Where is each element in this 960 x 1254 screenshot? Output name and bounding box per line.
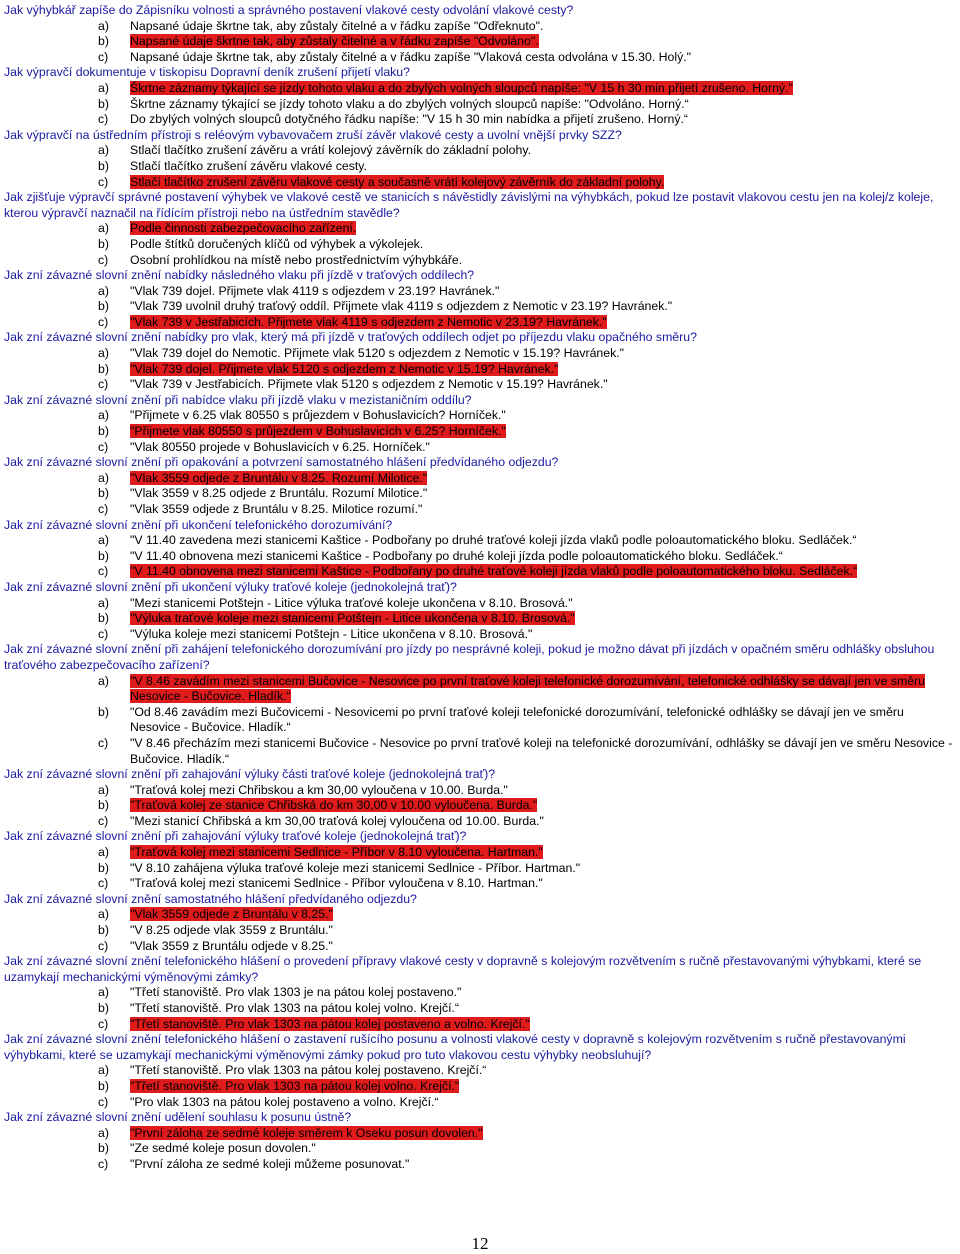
answer-option bbox=[4, 783, 956, 799]
answer-option bbox=[4, 907, 956, 923]
answer-text: "Třetí stanoviště. Pro vlak 1303 na pátou kolej volno. Krejčí.“ bbox=[130, 1001, 460, 1015]
answer-option bbox=[4, 315, 956, 331]
answer-label: c) bbox=[98, 252, 109, 267]
answer-label: b) bbox=[98, 923, 109, 938]
answer-option bbox=[4, 19, 956, 35]
answer-text: "Třetí stanoviště. Pro vlak 1303 je na pátou kolej postaveno." bbox=[130, 985, 462, 1000]
answer-text: Napsané údaje škrtne tak, aby zůstaly čitelné a v řádku zapíše "Odřeknuto". bbox=[130, 18, 544, 33]
answer-option bbox=[4, 1095, 956, 1111]
question-text: Jak zní závazné slovní znění telefonického hlášení o zastavení rušícího posunu a volnosti vlakové cesty v dopravně s kolejovým rozvětvením s ručně přestavovanými výhybkami, které se uzamykají mechanickými výměnovými zámky pokud pro tuto vlakovou cestu výhybky neobsluhují? bbox=[4, 1032, 906, 1062]
answer-option bbox=[4, 845, 956, 861]
answer-text: Stlačí tlačítko zrušení závěru vlakové cesty. bbox=[130, 158, 367, 173]
answer-option bbox=[4, 112, 956, 128]
answer-option bbox=[4, 253, 956, 269]
answer-label: a) bbox=[98, 346, 109, 361]
answer-option bbox=[4, 1141, 956, 1157]
answer-option bbox=[4, 627, 956, 643]
answer-text-correct: "Výluka traťové koleje mezi stanicemi Potštejn - Litice ukončena v 8.10. Brosová." bbox=[130, 611, 575, 626]
answer-label: c) bbox=[98, 813, 109, 828]
answer-label: a) bbox=[98, 221, 109, 236]
answer-text-correct: "Přijmete vlak 80550 s průjezdem v Bohuslavicích v 6.25? Horníček." bbox=[130, 424, 506, 439]
answer-label: a) bbox=[98, 143, 109, 158]
answer-option bbox=[4, 346, 956, 362]
answer-text: "Vlak 739 dojel do Nemotic. Přijmete vlak 5120 s odjezdem z Nemotic v 15.19? Havránek." bbox=[130, 346, 625, 361]
answer-option bbox=[4, 923, 956, 939]
answer-option bbox=[4, 299, 956, 315]
answer-label: b) bbox=[98, 361, 109, 376]
answer-text: "V 11.40 zavedena mezi stanicemi Kaštice - Podbořany po druhé traťové koleji jízda vlaků podle poloautomatického bloku. Sedláček.“ bbox=[130, 533, 857, 548]
answer-text-correct: "Třetí stanoviště. Pro vlak 1303 na pátou kolej postaveno a volno. Krejčí." bbox=[130, 1016, 530, 1031]
answer-option bbox=[4, 159, 956, 175]
answer-option bbox=[4, 705, 956, 736]
answer-text: "Vlak 3559 z Bruntálu odjede v 8.25." bbox=[130, 938, 333, 953]
answer-text-correct: "První záloha ze sedmé koleje směrem k Oseku posun dovolen." bbox=[130, 1125, 483, 1140]
question-text: Jak zjišťuje výpravčí správné postavení výhybek ve vlakové cestě ve stanicích s návěstidly závislými na výhybkách, pokud lze postavit vlakovou cestu jen na kolej/z koleje, kterou výpravčí naznačil na řídícím přístroji nebo na ústředním stavědle? bbox=[4, 190, 934, 220]
answer-label: a) bbox=[98, 595, 109, 610]
answer-label: c) bbox=[98, 49, 109, 64]
answer-text: "V 11.40 obnovena mezi stanicemi Kaštice - Podbořany po druhé koleji jízda podle poloautomatického bloku. Sedláček.“ bbox=[130, 548, 783, 563]
question-text: Jak zní závazné slovní znění při zahajování výluky části traťové koleje (jednokolejná trať)? bbox=[4, 767, 496, 782]
document-page bbox=[4, 3, 956, 1173]
answer-text: "V 8.46 přecházím mezi stanicemi Bučovice - Nesovice po první traťové koleji na telefonické dorozumívání, odhlášky se dávají jen ve směru Nesovice - Bučovice. Hladík.“ bbox=[130, 735, 953, 766]
answer-text: "Ze sedmé koleje posun dovolen." bbox=[130, 1141, 316, 1156]
question-text: Jak zní závazné slovní znění telefonického hlášení o provedení přípravy vlakové cesty v dopravně s kolejovým rozvětvením s ručně přestavovanými výhybkami, které se uzamykají mechanickými výměnovými zámky? bbox=[4, 954, 922, 984]
answer-text: "Vlak 739 v Jestřabicích. Přijmete vlak 5120 s odjezdem z Nemotic v 15.19? Havránek." bbox=[130, 377, 608, 392]
answer-label: a) bbox=[98, 283, 109, 298]
question-text: Jak zní závazné slovní znění udělení souhlasu k posunu ústně? bbox=[4, 1110, 352, 1125]
answer-option bbox=[4, 362, 956, 378]
question-text: Jak výpravčí na ústředním přístroji s reléovým vybavovačem zruší závěr vlakové cesty a uvolní vnější prvky SZZ? bbox=[4, 127, 622, 142]
answer-label: a) bbox=[98, 533, 109, 548]
answer-text: "Vlak 3559 v 8.25 odjede z Bruntálu. Rozumí Milotice." bbox=[130, 486, 428, 501]
answer-label: a) bbox=[98, 985, 109, 1000]
answer-option bbox=[4, 1079, 956, 1095]
answer-option bbox=[4, 533, 956, 549]
answer-label: c) bbox=[98, 938, 109, 953]
answer-option bbox=[4, 674, 956, 705]
question-text: Jak zní závazné slovní znění při opakování a potvrzení samostatného hlášení předvídaného odjezdu? bbox=[4, 455, 559, 470]
page-number: 12 bbox=[471, 1234, 489, 1253]
answer-label: b) bbox=[98, 860, 109, 875]
answer-text-correct: Napsané údaje škrtne tak, aby zůstaly čitelné a v řádku zapíše "Odvoláno". bbox=[130, 34, 539, 49]
answer-text-correct: "Vlak 3559 odjede z Bruntálu v 8.25." bbox=[130, 907, 333, 922]
answer-option bbox=[4, 564, 956, 580]
answer-text: Do zbylých volných sloupců dotyčného řádku napíše: "V 15 h 30 min nabídka a přijetí zrušeno. Horný.“ bbox=[130, 112, 689, 127]
answer-label: b) bbox=[98, 704, 109, 719]
answer-label: b) bbox=[98, 236, 109, 251]
answer-label: b) bbox=[98, 1078, 109, 1093]
answer-text-correct: "Třetí stanoviště. Pro vlak 1303 na pátou kolej volno. Krejčí." bbox=[130, 1078, 460, 1093]
answer-label: c) bbox=[98, 174, 109, 189]
answer-text: "První záloha ze sedmé koleji můžeme posunovat." bbox=[130, 1156, 410, 1171]
question-text: Jak výhybkář zapíše do Zápisníku volnosti a správného postavení vlakové cesty odvolání vlakové cesty? bbox=[4, 3, 574, 17]
answer-text: "Traťová kolej mezi stanicemi Sedlnice - Příbor vyloučena v 8.10. Hartman." bbox=[130, 876, 543, 891]
answer-label: b) bbox=[98, 96, 109, 111]
answer-label: b) bbox=[98, 424, 109, 439]
answer-label: c) bbox=[98, 1156, 109, 1171]
answer-label: b) bbox=[98, 548, 109, 563]
answer-text: "V 8.10 zahájena výluka traťové koleje mezi stanicemi Sedlnice - Příbor. Hartman." bbox=[130, 860, 581, 875]
answer-label: b) bbox=[98, 1141, 109, 1156]
answer-label: c) bbox=[98, 439, 109, 454]
answer-label: a) bbox=[98, 408, 109, 423]
answer-text-correct: "Traťová kolej mezi stanicemi Sedlnice - Příbor v 8.10 vyloučena. Hartman." bbox=[130, 845, 543, 860]
question-text: Jak zní závazné slovní znění nabídky pro vlak, který má při jízdě v traťových oddílech odjet po příjezdu vlaku opačného směru? bbox=[4, 330, 697, 345]
answer-text: "Vlak 3559 odjede z Bruntálu v 8.25. Milotice rozumí." bbox=[130, 502, 423, 516]
answer-text-correct: Škrtne záznamy týkající se jízdy tohoto vlaku a do zbylých volných sloupců napíše: "V 15 h 30 min přijetí zrušeno. Horný." bbox=[130, 80, 793, 95]
answer-option bbox=[4, 143, 956, 159]
answer-label: b) bbox=[98, 34, 109, 49]
answer-option bbox=[4, 377, 956, 393]
question-text: Jak zní závazné slovní znění samostatného hlášení předvídaného odjezdu? bbox=[4, 891, 417, 906]
answer-option bbox=[4, 440, 956, 456]
answer-option bbox=[4, 471, 956, 487]
answer-text-correct: "Vlak 739 v Jestřabicích. Přijmete vlak 4119 s odjezdem z Nemotic v 23.19? Havránek." bbox=[130, 314, 607, 329]
answer-text: "Mezi stanicí Chřibská a km 30,00 traťová kolej vyloučena od 10.00. Burda." bbox=[130, 813, 544, 828]
answer-option bbox=[4, 237, 956, 253]
question-text: Jak zní závazné slovní znění při zahajování výluky traťové koleje (jednokolejná trať)? bbox=[4, 829, 467, 844]
answer-label: a) bbox=[98, 907, 109, 922]
answer-label: a) bbox=[98, 1125, 109, 1140]
answer-label: a) bbox=[98, 782, 109, 797]
question-text: Jak zní závazné slovní znění při nabídce vlaku při jízdě vlaku v mezistaničním oddílu? bbox=[4, 392, 472, 407]
answer-label: a) bbox=[98, 470, 109, 485]
answer-label: a) bbox=[98, 80, 109, 95]
answer-option bbox=[4, 1126, 956, 1142]
answer-option bbox=[4, 97, 956, 113]
answer-label: c) bbox=[98, 1094, 109, 1109]
answer-option bbox=[4, 814, 956, 830]
answer-option bbox=[4, 876, 956, 892]
answer-option bbox=[4, 502, 956, 518]
answer-label: c) bbox=[98, 564, 109, 579]
answer-text: "Pro vlak 1303 na pátou kolej postaveno a volno. Krejčí.“ bbox=[130, 1094, 439, 1109]
answer-text: "Vlak 739 dojel. Přijmete vlak 4119 s odjezdem v 23.19? Havránek." bbox=[130, 283, 500, 298]
answer-label: c) bbox=[98, 314, 109, 329]
answer-label: a) bbox=[98, 673, 109, 688]
answer-label: b) bbox=[98, 1001, 109, 1015]
answer-text-correct: Stlačí tlačítko zrušení závěru vlakové cesty a současně vrátí kolejový závěrník do základní polohy. bbox=[130, 174, 665, 189]
answer-text-correct: "Vlak 3559 odjede z Bruntálu v 8.25. Rozumí Milotice." bbox=[130, 470, 428, 485]
answer-option bbox=[4, 221, 956, 237]
answer-text: Podle štítků doručených klíčů od výhybek a výkolejek. bbox=[130, 236, 424, 251]
answer-text: "Vlak 739 uvolnil druhý traťový oddíl. Přijmete vlak 4119 s odjezdem z Nemotic v 23.19? Havránek." bbox=[130, 299, 673, 314]
answer-label: b) bbox=[98, 611, 109, 626]
answer-label: b) bbox=[98, 486, 109, 501]
answer-option bbox=[4, 798, 956, 814]
answer-option bbox=[4, 34, 956, 50]
answer-label: a) bbox=[98, 18, 109, 33]
answer-label: a) bbox=[98, 845, 109, 860]
answer-text: "Přijmete v 6.25 vlak 80550 s průjezdem v Bohuslavicích? Horníček." bbox=[130, 408, 506, 423]
answer-option bbox=[4, 81, 956, 97]
answer-text-correct: Podle činnosti zabezpečovacího zařízení. bbox=[130, 221, 357, 236]
answer-text: Stlačí tlačítko zrušení závěru a vrátí kolejový závěrník do základní polohy. bbox=[130, 143, 531, 158]
answer-label: c) bbox=[98, 112, 109, 127]
answer-text-correct: "V 8.46 zavádím mezi stanicemi Bučovice - Nesovice po první traťové koleji telefonické dorozumívání, telefonické odhlášky se dávají jen ve směru Nesovice - Bučovice. Hladík.“ bbox=[130, 673, 925, 704]
answer-option bbox=[4, 939, 956, 955]
answer-label: c) bbox=[98, 626, 109, 641]
answer-option bbox=[4, 1157, 956, 1173]
answer-label: c) bbox=[98, 735, 109, 750]
answer-option bbox=[4, 50, 956, 66]
answer-option bbox=[4, 861, 956, 877]
question-text: Jak zní závazné slovní znění při ukončení telefonického dorozumívání? bbox=[4, 517, 393, 532]
answer-label: b) bbox=[98, 158, 109, 173]
answer-text: "Vlak 80550 projede v Bohuslavicích v 6.25. Horníček." bbox=[130, 439, 430, 454]
answer-text: "Třetí stanoviště. Pro vlak 1303 na pátou kolej postaveno. Krejčí.“ bbox=[130, 1063, 487, 1078]
answer-label: c) bbox=[98, 1016, 109, 1031]
answer-label: b) bbox=[98, 299, 109, 314]
answer-option bbox=[4, 611, 956, 627]
answer-option bbox=[4, 1063, 956, 1079]
answer-text-correct: "Vlak 739 dojel. Přijmete vlak 5120 s odjezdem z Nemotic v 15.19? Havránek." bbox=[130, 361, 559, 376]
answer-option bbox=[4, 486, 956, 502]
answer-option bbox=[4, 1017, 956, 1033]
answer-label: c) bbox=[98, 377, 109, 392]
answer-label: a) bbox=[98, 1063, 109, 1078]
answer-option bbox=[4, 736, 956, 767]
answer-option bbox=[4, 175, 956, 191]
answer-text: Škrtne záznamy týkající se jízdy tohoto vlaku a do zbylých volných sloupců napíše: "Odvoláno. Horný.“ bbox=[130, 96, 689, 111]
answer-text: "Od 8.46 zavádím mezi Bučovicemi - Nesovicemi po první traťové koleji telefonické dorozumívání, telefonické odhlášky se dávají jen ve směru Nesovice - Bučovice. Hladík.“ bbox=[130, 704, 904, 735]
answer-option bbox=[4, 549, 956, 565]
answer-option bbox=[4, 424, 956, 440]
answer-label: c) bbox=[98, 876, 109, 891]
answer-label: c) bbox=[98, 502, 109, 516]
answer-option bbox=[4, 985, 956, 1001]
question-text: Jak zní závazné slovní znění při ukončení výluky traťové koleje (jednokolejná trať)? bbox=[4, 579, 457, 594]
question-text: Jak zní závazné slovní znění nabídky následného vlaku při jízdě v traťových oddílech? bbox=[4, 268, 475, 283]
answer-text: "V 8.25 odjede vlak 3559 z Bruntálu." bbox=[130, 923, 333, 938]
answer-text-correct: "V 11.40 obnovena mezi stanicemi Kaštice - Podbořany po druhé traťové koleji jízda vlaků podle poloautomatického bloku. Sedláček.“ bbox=[130, 564, 858, 579]
question-text: Jak výpravčí dokumentuje v tiskopisu Dopravní deník zrušení přijetí vlaku? bbox=[4, 65, 410, 80]
answer-text: "Výluka koleje mezi stanicemi Potštejn - Litice ukončena v 8.10. Brosová." bbox=[130, 626, 533, 641]
answer-text: Napsané údaje škrtne tak, aby zůstaly čitelné a v řádku zapíše "Vlaková cesta odvolána v 15.30. Holý." bbox=[130, 49, 692, 64]
answer-text: "Mezi stanicemi Potštejn - Litice výluka traťové koleje ukončena v 8.10. Brosová." bbox=[130, 595, 573, 610]
answer-text: Osobní prohlídkou na místě nebo prostřednictvím výhybkáře. bbox=[130, 252, 463, 267]
answer-text-correct: "Traťová kolej ze stanice Chřibská do km 30,00 v 10.00 vyloučena. Burda." bbox=[130, 798, 538, 813]
question-text: Jak zní závazné slovní znění při zahájení telefonického dorozumívání pro jízdy po nesprávné koleji, pokud je možno dávat při jízdách v opačném směru odhlášky obsluhou traťového zabezpečovacího zařízení? bbox=[4, 642, 935, 672]
answer-text: "Traťová kolej mezi Chřibskou a km 30,00 vyloučena v 10.00. Burda." bbox=[130, 782, 508, 797]
answer-label: b) bbox=[98, 798, 109, 813]
answer-option bbox=[4, 408, 956, 424]
answer-option bbox=[4, 1001, 956, 1017]
answer-option bbox=[4, 596, 956, 612]
answer-option bbox=[4, 284, 956, 300]
